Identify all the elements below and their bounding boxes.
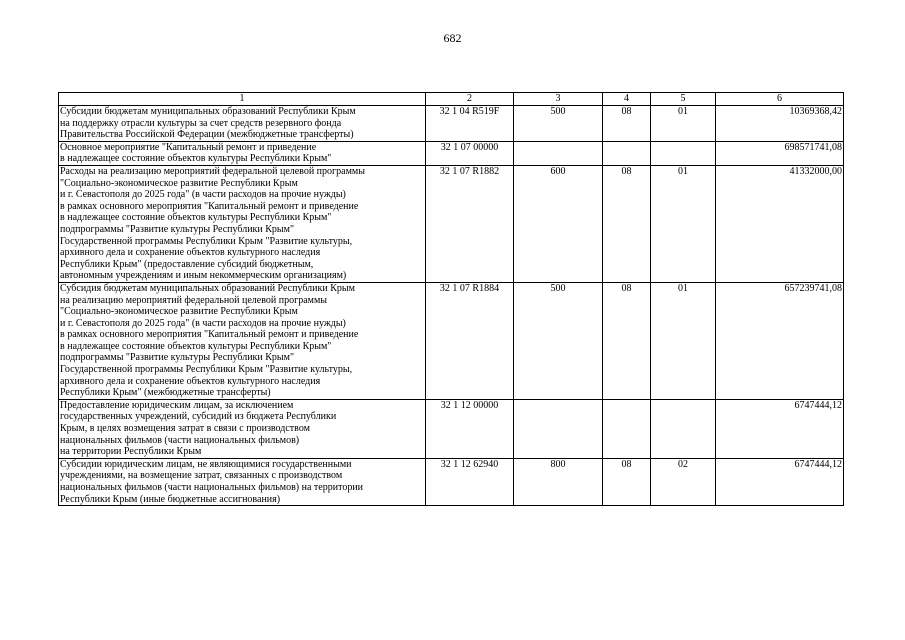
subsection-cell: 01 (651, 165, 716, 282)
vr-code-cell: 800 (514, 458, 603, 505)
row-name-cell: Субсидии бюджетам муниципальных образований Республики Крым на поддержку отрасли культуры за счет средств резервного фонда Правительства Российской Федерации (межбюджетные трансферты) (59, 106, 426, 142)
row-name-cell: Субсидия бюджетам муниципальных образований Республики Крым на реализацию мероприятий федеральной целевой программы "Социально-экономическое развитие Республики Крым и г. Севастополя до 2025 года" (в части расходов на прочие нужды) в рамках основного мероприятия "Капитальный ремонт и приведение в надлежащее состояние объектов культуры Республики Крым" подпрограммы "Развитие культуры Республики Крым" Государственной программы Республики Крым "Развитие культуры, архивного дела и сохранение объектов культурного наследия Республики Крым" (межбюджетные трансферты) (59, 282, 426, 399)
vr-code-cell: 500 (514, 282, 603, 399)
subsection-cell: 02 (651, 458, 716, 505)
section-cell (603, 141, 651, 165)
vr-code-cell (514, 141, 603, 165)
row-name-cell: Основное мероприятие "Капитальный ремонт и приведение в надлежащее состояние объектов культуры Республики Крым" (59, 141, 426, 165)
csr-code-cell: 32 1 12 00000 (426, 399, 514, 458)
amount-cell: 6747444,12 (716, 458, 844, 505)
amount-cell: 698571741,08 (716, 141, 844, 165)
section-cell: 08 (603, 165, 651, 282)
header-col-1: 1 (59, 93, 426, 106)
csr-code-cell: 32 1 07 R1882 (426, 165, 514, 282)
header-col-2: 2 (426, 93, 514, 106)
csr-code-cell: 32 1 07 R1884 (426, 282, 514, 399)
table-row (59, 141, 844, 165)
subsection-cell: 01 (651, 282, 716, 399)
amount-cell: 10369368,42 (716, 106, 844, 142)
vr-code-cell: 600 (514, 165, 603, 282)
table-row (59, 106, 844, 142)
header-row (59, 93, 844, 106)
row-name-cell: Расходы на реализацию мероприятий федеральной целевой программы "Социально-экономическое развитие Республики Крым и г. Севастополя до 2025 года" (в части расходов на прочие нужды) в рамках основного мероприятия "Капитальный ремонт и приведение в надлежащее состояние объектов культуры Республики Крым" подпрограммы "Развитие культуры Республики Крым" Государственной программы Республики Крым "Развитие культуры, архивного дела и сохранение объектов культурного наследия Республики Крым" (предоставление субсидий бюджетным, автономным учреждениям и иным некоммерческим организациям) (59, 165, 426, 282)
row-name-cell: Субсидии юридическим лицам, не являющимися государственными учреждениями, на возмещение затрат, связанных с производством национальных фильмов (части национальных фильмов) на территории Республики Крым (иные бюджетные ассигнования) (59, 458, 426, 505)
table-row (59, 399, 844, 458)
subsection-cell (651, 141, 716, 165)
table-row (59, 165, 844, 282)
table-row (59, 282, 844, 399)
section-cell: 08 (603, 458, 651, 505)
csr-code-cell: 32 1 07 00000 (426, 141, 514, 165)
section-cell: 08 (603, 106, 651, 142)
vr-code-cell (514, 399, 603, 458)
subsection-cell (651, 399, 716, 458)
row-name-cell: Предоставление юридическим лицам, за исключением государственных учреждений, субсидий из бюджета Республики Крым, в целях возмещения затрат в связи с производством национальных фильмов (части национальных фильмов) на территории Республики Крым (59, 399, 426, 458)
header-col-4: 4 (603, 93, 651, 106)
section-cell: 08 (603, 282, 651, 399)
header-col-3: 3 (514, 93, 603, 106)
amount-cell: 41332000,00 (716, 165, 844, 282)
vr-code-cell: 500 (514, 106, 603, 142)
amount-cell: 657239741,08 (716, 282, 844, 399)
header-col-6: 6 (716, 93, 844, 106)
table-row (59, 458, 844, 505)
csr-code-cell: 32 1 04 R519F (426, 106, 514, 142)
csr-code-cell: 32 1 12 62940 (426, 458, 514, 505)
amount-cell: 6747444,12 (716, 399, 844, 458)
section-cell (603, 399, 651, 458)
budget-table (58, 92, 844, 506)
subsection-cell: 01 (651, 106, 716, 142)
header-col-5: 5 (651, 93, 716, 106)
page-number: 682 (443, 31, 462, 45)
